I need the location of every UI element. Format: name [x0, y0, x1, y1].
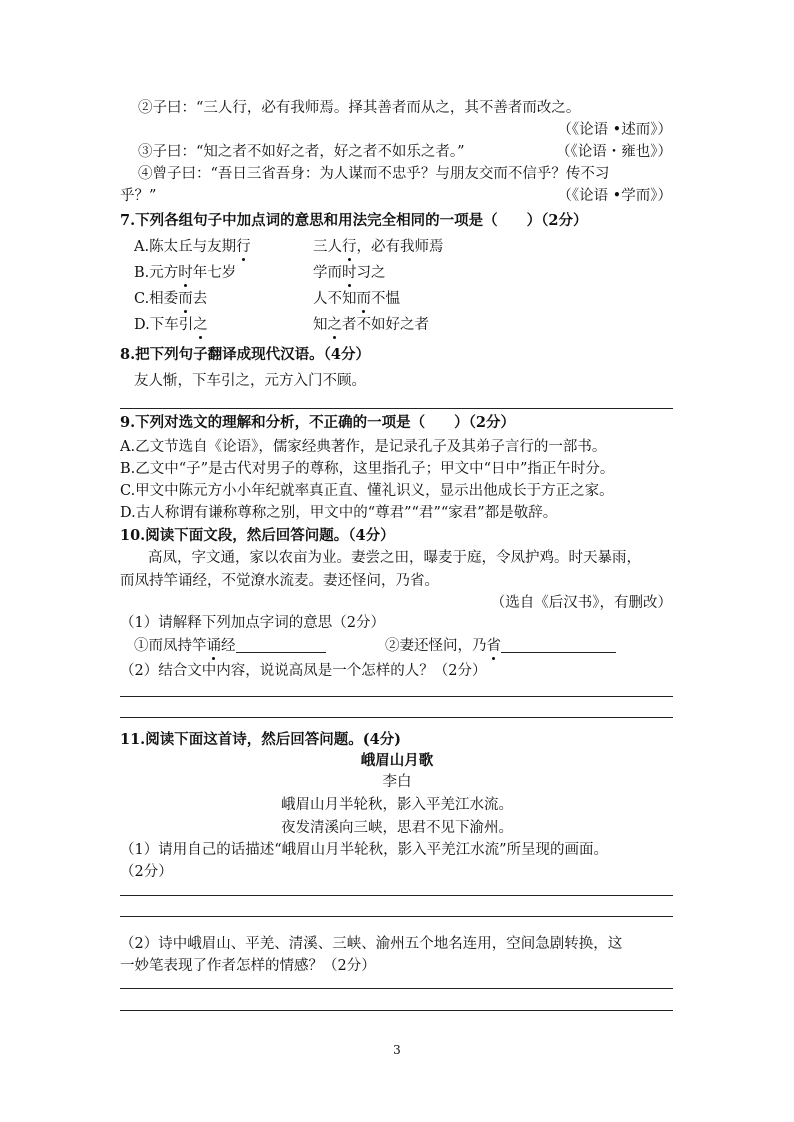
poem-line-1: 峨眉山月半轮秋，影入平羌江水流。: [281, 797, 513, 813]
q11-sub1-answer-line-2[interactable]: [120, 916, 673, 917]
quote-2-line1: ②子曰：“三人行，必有我师焉。择其善者而从之，其不善者而改之。: [138, 100, 581, 116]
quote-3-source: （《论语・雍也》）: [556, 144, 672, 160]
q10-item2-blank[interactable]: [501, 636, 616, 653]
q9-title: 9.下列对选文的理解和分析，不正确的一项是（ ）（2分）: [120, 414, 515, 431]
q9-option-a: A.乙文节选自《论语》，儒家经典著作，是记录孔子及其弟子言行的一部书。: [120, 439, 607, 455]
q9-option-b: B.乙文中“子”是古代对男子的尊称，这里指孔子；甲文中“日中”指正午时分。: [120, 461, 615, 477]
quote-4-line2: 乎？”: [120, 188, 157, 204]
quote-2-source: （《论语 •述而》）: [557, 122, 672, 138]
q10-passage-line1: 高凤，字文通，家以农亩为业。妻尝之田，曝麦于庭，令凤护鸡。时天暴雨，: [148, 550, 641, 566]
q10-answer-line-2[interactable]: [120, 717, 673, 718]
poem-line-2: 夜发清溪向三峡，思君不见下渝州。: [281, 820, 513, 836]
q7-option-b-left: B.元方时年七岁: [134, 265, 237, 281]
poem-title: 峨眉山月歌: [360, 752, 434, 769]
q7-option-c-right: 人不知而不愠: [313, 291, 400, 307]
q11-title: 11.阅读下面这首诗，然后回答问题。(4分): [120, 731, 402, 748]
q8-answer-line[interactable]: [120, 408, 673, 409]
q10-sub2: （2）结合文中内容，说说高凤是一个怎样的人？（2分）: [120, 663, 487, 679]
q10-item1-blank[interactable]: [236, 636, 326, 653]
q9-option-c: C.甲文中陈元方小小年纪就率真正直、懂礼识义，显示出他成长于方正之家。: [120, 483, 614, 499]
q7-title: 7.下列各组句子中加点词的意思和用法完全相同的一项是（ ）（2分）: [120, 212, 588, 229]
q11-sub2-line1: （2）诗中峨眉山、平羌、清溪、三峡、渝州五个地名连用，空间急剧转换，这: [120, 936, 623, 952]
quote-4-line1: ④曾子曰：“吾日三省吾身：为人谋而不忠乎？与朋友交而不信乎？传不习: [138, 166, 610, 182]
page-number: 3: [393, 1043, 401, 1057]
q11-sub1-line1: （1）请用自己的话描述“峨眉山月半轮秋，影入平羌江水流”所呈现的画面。: [120, 842, 609, 858]
q8-sentence: 友人惭，下车引之，元方入门不顾。: [134, 373, 366, 389]
q10-item2: ②妻还怪问，乃省: [385, 636, 616, 656]
q7-option-d-left: D.下车引之: [134, 317, 208, 333]
q9-option-d: D.古人称谓有谦称尊称之别，甲文中的“尊君”“君”“家君”都是敬辞。: [120, 505, 558, 521]
q11-sub1-answer-line-1[interactable]: [120, 895, 673, 896]
q11-sub1-line2: （2分）: [120, 864, 173, 880]
poem-author: 李白: [382, 774, 412, 790]
q11-sub2-line2: 一妙笔表现了作者怎样的情感？（2分）: [120, 958, 376, 974]
q10-sub1: （1）请解释下列加点字词的意思（2分）: [120, 615, 385, 631]
q7-option-c-left: C.相委而去: [134, 291, 208, 307]
q10-passage-line2: 而凤持竿诵经，不觉潦水流麦。妻还怪问，乃省。: [120, 573, 439, 589]
q10-item1: ①而凤持竿诵经: [134, 636, 326, 656]
q11-sub2-answer-line-2[interactable]: [120, 1010, 673, 1011]
q8-title: 8.把下列句子翻译成现代汉语。（4分）: [120, 346, 370, 363]
q7-option-a-right: 三人行，必有我师焉: [313, 239, 444, 255]
q11-sub2-answer-line-1[interactable]: [120, 988, 673, 989]
q10-answer-line-1[interactable]: [120, 696, 673, 697]
quote-3-line: ③子曰：“知之者不如好之者，好之者不如乐之者。”: [138, 144, 465, 160]
q10-title: 10.阅读下面文段，然后回答问题。（4分）: [120, 527, 395, 544]
quote-4-source: （《论语 •学而》）: [557, 188, 672, 204]
q7-option-b-right: 学而时习之: [313, 265, 386, 281]
q10-source: （选自《后汉书》，有删改）: [490, 595, 672, 611]
q7-option-d-right: 知之者不如好之者: [313, 317, 429, 333]
q7-option-a-left: A.陈太丘与友期行: [134, 239, 251, 255]
